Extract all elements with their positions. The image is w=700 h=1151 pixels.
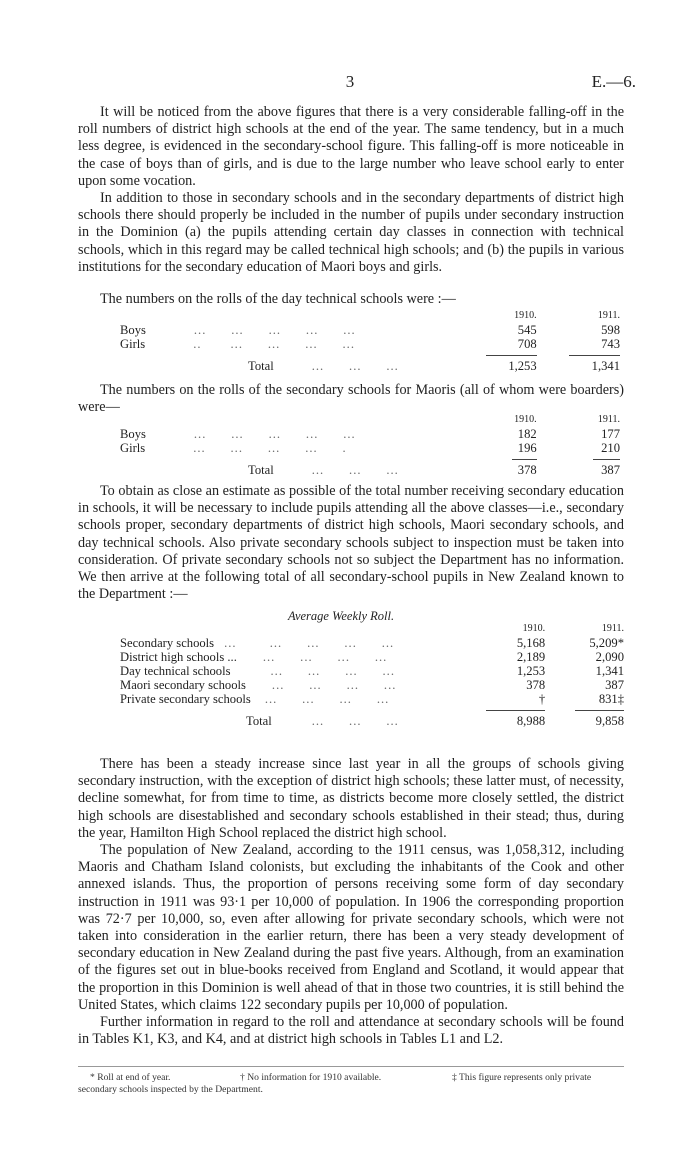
cell-1910: 708	[517, 337, 537, 351]
intro-maori-text: The numbers on the rolls of the secondary schools for Maoris (all of whom were boarders) were—	[78, 382, 624, 416]
row-label: Secondary schools	[120, 636, 215, 650]
cell-1911: 177	[601, 427, 620, 441]
year-1911: 1911.	[597, 310, 620, 321]
total-label: Total	[246, 714, 272, 728]
text-block-conclusion	[78, 756, 624, 1048]
footnote-star: * Roll at end of year.	[90, 1072, 171, 1083]
table-row: Girls ... ... ... ... . 196 210	[120, 441, 620, 455]
footnote-divider	[78, 1066, 624, 1067]
cell-1911: 831‡	[598, 692, 624, 706]
text-block-estimate	[78, 483, 624, 603]
total-1911: 1,341	[591, 359, 620, 373]
year-1911: 1911.	[597, 414, 620, 425]
text-block-1	[78, 104, 624, 276]
year-1910: 1910.	[514, 310, 537, 321]
cell-1911: 387	[605, 678, 624, 692]
row-label: Day technical schools	[120, 664, 231, 678]
intro-maori	[78, 382, 624, 416]
total-1910: 8,988	[516, 714, 546, 728]
footnote-continuation: secondary schools inspected by the Department.	[78, 1084, 263, 1095]
cell-1910: 182	[517, 427, 537, 441]
footnote-double-dagger: ‡ This figure represents only private	[452, 1072, 592, 1083]
table-total-row: Total ... ... ... 1,253 1,341	[248, 359, 620, 373]
cell-1910: 5,168	[516, 636, 546, 650]
cell-1911: 1,341	[595, 664, 624, 678]
cell-1910: 545	[517, 323, 537, 337]
table-row: Private secondary schools ... ... ... ... † 831‡	[120, 692, 624, 706]
total-1910: 378	[517, 463, 537, 477]
paragraph-further-information: Further information in regard to the roll and attendance at secondary schools will be found in Tables K1, K3, and K4, and at district high schools in Tables L1 and L2.	[78, 1014, 624, 1048]
table-row: Maori secondary schools ... ... ... ... 378 387	[120, 678, 624, 692]
total-1911: 387	[601, 463, 620, 477]
table-header-row	[120, 309, 620, 323]
total-1911: 9,858	[595, 714, 624, 728]
total-label: Total	[248, 463, 274, 477]
year-1910: 1910.	[514, 414, 537, 425]
row-label: District high schools ...	[120, 650, 237, 664]
row-label: Maori secondary schools	[120, 678, 246, 692]
row-label: Boys	[120, 323, 146, 337]
table-header-row	[120, 622, 624, 636]
paragraph-estimate: To obtain as close an estimate as possible of the total number receiving secondary education in schools, it will be necessary to include pupils attending all the above classes—i.e., secondary schools proper, secondary departments of district high schools, Maori secondary schools, and day technical schools. Also private secondary schools subject to inspection must be taken into consideration. Of private secondary schools not so subject the Department has no information. We then arrive at the following total of all secondary-school pupils in New Zealand known to the Department :—	[78, 483, 624, 603]
cell-1911: 2,090	[595, 650, 624, 664]
total-1910: 1,253	[508, 359, 537, 373]
technical-schools-table	[120, 309, 620, 373]
cell-1911: 210	[601, 441, 620, 455]
table-total-row: Total ... ... ... 8,988 9,858	[246, 714, 624, 728]
table-row: Secondary schools ... ... ... ... ... 5,168 5,209*	[120, 636, 624, 650]
cell-1910: 2,189	[516, 650, 546, 664]
year-1910: 1910.	[522, 623, 546, 634]
footnote-dagger: † No information for 1910 available.	[240, 1072, 382, 1083]
row-label: Private secondary schools	[120, 692, 251, 706]
paragraph-steady-increase: There has been a steady increase since last year in all the groups of schools giving secondary instruction, with the exception of district high schools; these latter must, of necessity, decline somewhat, for from time to time, as districts become more closely settled, the district high schools are disestablished and secondary schools established in their stead; thus, during the year, Hamilton High School replaced the district high school.	[78, 756, 624, 841]
cell-1911: 598	[601, 323, 620, 337]
cell-1911: 5,209*	[589, 636, 624, 650]
cell-1910: †	[538, 692, 546, 706]
table-row: Boys ... ... ... ... ... 182 177	[120, 427, 620, 441]
intro-technical	[78, 291, 624, 308]
average-weekly-roll-heading: Average Weekly Roll.	[288, 609, 395, 623]
cell-1911: 743	[601, 337, 620, 351]
paragraph-additional-pupils: In addition to those in secondary schools and in the secondary departments of district high schools there should properly be included in the number of pupils under secondary instruction in the Dominion (a) the pupils attending certain day classes in connection with technical schools, which in this regard may be called technical high schools; and (b) the pupils in various institutions for the secondary education of Maori boys and girls.	[78, 190, 624, 275]
table-header-row	[120, 413, 620, 427]
year-1911: 1911.	[601, 623, 624, 634]
average-roll-table	[120, 622, 624, 728]
maori-schools-table	[120, 413, 620, 477]
row-label: Boys	[120, 427, 146, 441]
cell-1910: 1,253	[516, 664, 546, 678]
cell-1910: 378	[526, 678, 546, 692]
row-label: Girls	[120, 441, 146, 455]
page-number: 3	[345, 72, 355, 91]
paragraph-falling-off: It will be noticed from the above figures that there is a very considerable falling-off in the roll numbers of district high schools at the end of the year. The same tendency, but in a much less degree, is evidenced in the secondary-school figure. This falling-off is more noticeable in the case of boys than of girls, and is due to the large number who leave school early to enter upon some vocation.	[78, 104, 624, 189]
table-row: Day technical schools ... ... ... ... 1,253 1,341	[120, 664, 624, 678]
paragraph-population: The population of New Zealand, according to the 1911 census, was 1,058,312, including Maoris and Chatham Island colonists, but excluding the inhabitants of the Cook and other annexed islands. Thus, the proportion of persons receiving some form of day secondary instruction in 1911 was 93·1 per 10,000 of population. In 1906 the corresponding proportion was 72·7 per 10,000, so, even after allowing for private secondary schools, which were not taken into consideration in the earlier return, there has been a very steady development of secondary education in New Zealand during the past five years. Although, from an examination of the figures set out in blue-books received from England and Scotland, it would appear that the proportion in this Dominion is well ahead of that in those two countries, it is still behind the United States, which claims 122 secondary pupils per 10,000 of population.	[78, 842, 624, 1013]
table-total-row: Total ... ... ... 378 387	[248, 463, 620, 477]
intro-technical-text: The numbers on the rolls of the day technical schools were :—	[100, 291, 456, 307]
table-row: Boys ... ... ... ... ... 545 598	[120, 323, 620, 337]
row-label: Girls	[120, 337, 146, 351]
document-reference: E.—6.	[591, 72, 636, 91]
total-label: Total	[248, 359, 274, 373]
table-row: District high schools ... ... ... ... ... 2,189 2,090	[120, 650, 624, 664]
table-row: Girls .. ... ... ... ... 708 743	[120, 337, 620, 351]
cell-1910: 196	[517, 441, 537, 455]
